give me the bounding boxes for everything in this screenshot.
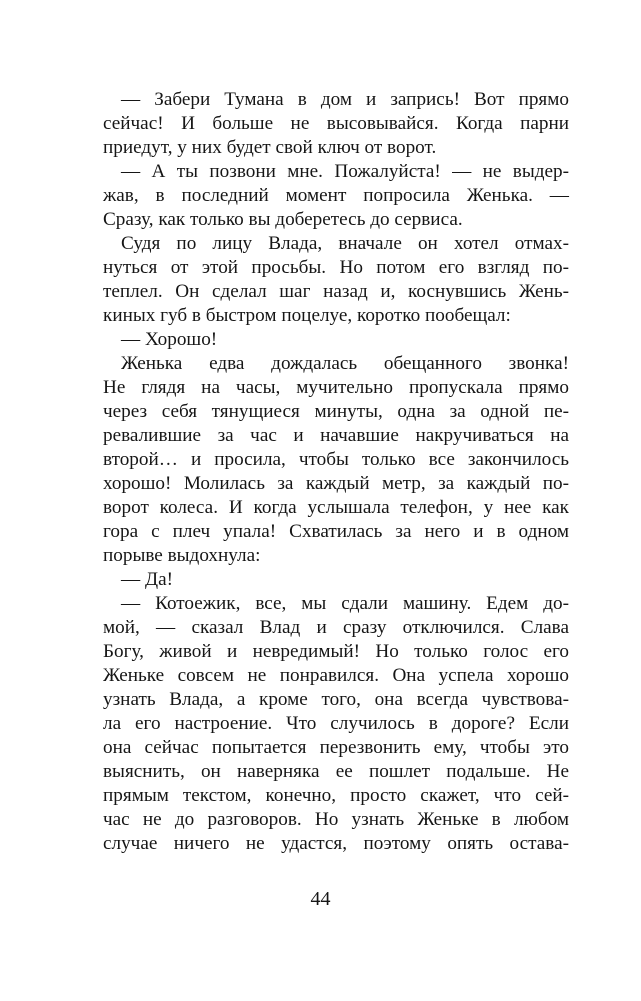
text-line: — Котоежик, все, мы сдали машину. Едем до- <box>121 593 569 614</box>
text-line: сейчас! И больше не высовывайся. Когда парни <box>103 113 569 134</box>
text-line: порыве выдохнула: <box>103 545 261 566</box>
text-line: Богу, живой и невредимый! Но только голос его <box>103 641 569 662</box>
text-line: Сразу, как только вы доберетесь до сервиса. <box>103 209 463 230</box>
text-line: Не глядя на часы, мучительно пропускала прямо <box>103 377 569 398</box>
text-line: — Забери Тумана в дом и запрись! Вот прямо <box>121 89 569 110</box>
text-line: выяснить, он наверняка ее пошлет подальше. Не <box>103 761 569 782</box>
text-line: прямым текстом, конечно, просто скажет, что сей- <box>103 785 569 806</box>
text-line: киных губ в быстром поцелуе, коротко пообещал: <box>103 305 511 326</box>
text-line: Женьке совсем не понравился. Она успела хорошо <box>103 665 569 686</box>
text-line: она сейчас попытается перезвонить ему, чтобы это <box>103 737 569 758</box>
text-line: час не до разговоров. Но узнать Женьке в любом <box>103 809 569 830</box>
text-line: случае ничего не удастся, поэтому опять остава- <box>103 833 569 854</box>
text-line: узнать Влада, а кроме того, она всегда чувствова- <box>103 689 569 710</box>
text-line: мой, — сказал Влад и сразу отключился. Слава <box>103 617 569 638</box>
text-line: ворот колеса. И когда услышала телефон, у нее как <box>103 497 569 518</box>
text-line: — Хорошо! <box>121 329 218 350</box>
text-line: приедут, у них будет свой ключ от ворот. <box>103 137 437 158</box>
text-line: через себя тянущиеся минуты, одна за одной пе- <box>103 401 569 422</box>
text-line: жав, в последний момент попросила Женька. — <box>103 185 569 206</box>
page-number: 44 <box>310 888 331 910</box>
text-line: Женька едва дождалась обещанного звонка! <box>121 353 569 374</box>
text-line: гора с плеч упала! Схватилась за него и в одном <box>103 521 569 542</box>
text-line: Судя по лицу Влада, вначале он хотел отмах- <box>121 233 569 254</box>
text-line: — Да! <box>121 569 173 590</box>
text-line: теплел. Он сделал шаг назад и, коснувшись Жень- <box>103 281 569 302</box>
text-line: — А ты позвони мне. Пожалуйста! — не выдер- <box>121 161 569 182</box>
text-line: ревалившие за час и начавшие накручиваться на <box>103 425 569 446</box>
text-line: ла его настроение. Что случилось в дороге? Если <box>103 713 569 734</box>
text-line: хорошо! Молилась за каждый метр, за каждый по- <box>103 473 569 494</box>
text-line: нуться от этой просьбы. Но потом его взгляд по- <box>103 257 569 278</box>
text-line: второй… и просила, чтобы только все закончилось <box>103 449 569 470</box>
